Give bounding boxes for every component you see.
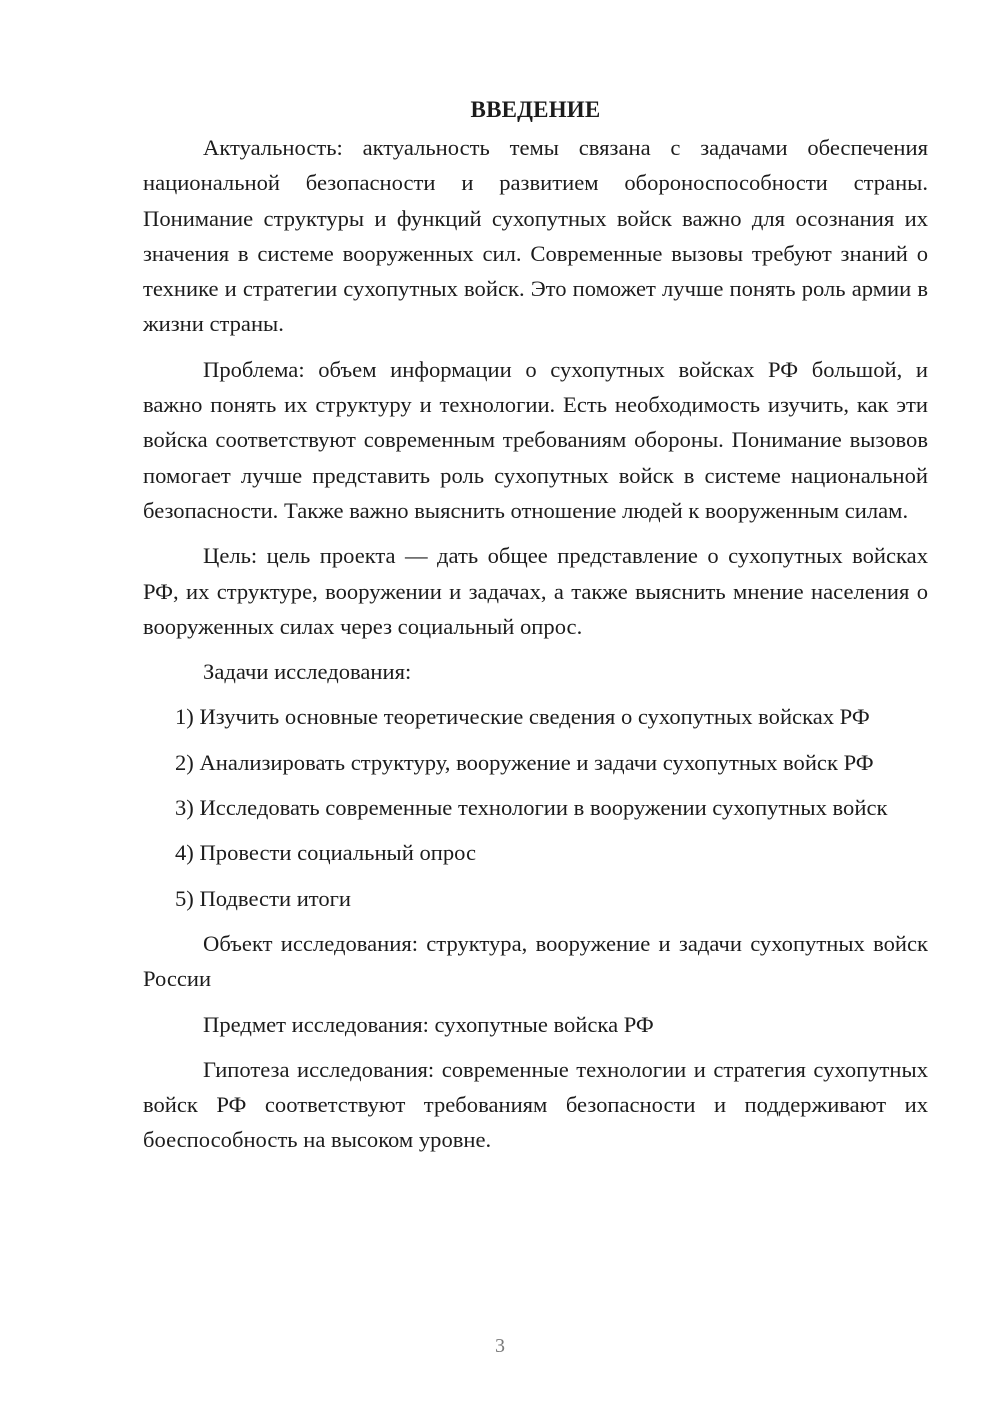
hypothesis-paragraph: Гипотеза исследования: современные технологии и стратегия сухопутных войск РФ соответствуют требованиям безопасности и поддерживают их боеспособность на высоком уровне. [143, 1056, 928, 1153]
list-item: 3) Исследовать современные технологии в вооружении сухопутных войск [175, 795, 888, 821]
object-paragraph: Объект исследования: структура, вооружение и задачи сухопутных войск России [143, 930, 928, 992]
list-item: 5) Подвести итоги [175, 885, 352, 911]
relevance-paragraph: Актуальность: актуальность темы связана с задачами обеспечения национальной безопасности и развитием обороноспособности страны. Понимание структуры и функций сухопутных войск важно для осознания их значения в системе вооруженных сил. Современные вызовы требуют знаний о технике и стратегии сухопутных войск. Это поможет лучше понять роль армии в жизни страны. [143, 135, 928, 337]
page-title: ВВЕДЕНИЕ [470, 97, 601, 122]
list-item: 2) Анализировать структуру, вооружение и задачи сухопутных войск РФ [175, 749, 874, 775]
list-item: 4) Провести социальный опрос [175, 840, 477, 866]
problem-paragraph: Проблема: объем информации о сухопутных войсках РФ большой, и важно понять их структуру и технологии. Есть необходимость изучить, как эти войска соответствуют современным требованиям обороны. Понимание вызовов помогает лучше представить роль сухопутных войск в системе национальной безопасности. Также важно выяснить отношение людей к вооруженным силам. [143, 356, 928, 523]
page-number: 3 [495, 1335, 505, 1357]
document-page [143, 92, 928, 1168]
list-item: 1) Изучить основные теоретические сведения о сухопутных войсках РФ [175, 704, 870, 730]
tasks-heading: Задачи исследования: [203, 659, 412, 685]
subject-paragraph: Предмет исследования: сухопутные войска РФ [203, 1011, 654, 1037]
goal-paragraph: Цель: цель проекта — дать общее представление о сухопутных войсках РФ, их структуре, вооружении и задачах, а также выяснить мнение населения о вооруженных силах через социальный опрос. [143, 543, 928, 639]
tasks-list [143, 699, 928, 915]
